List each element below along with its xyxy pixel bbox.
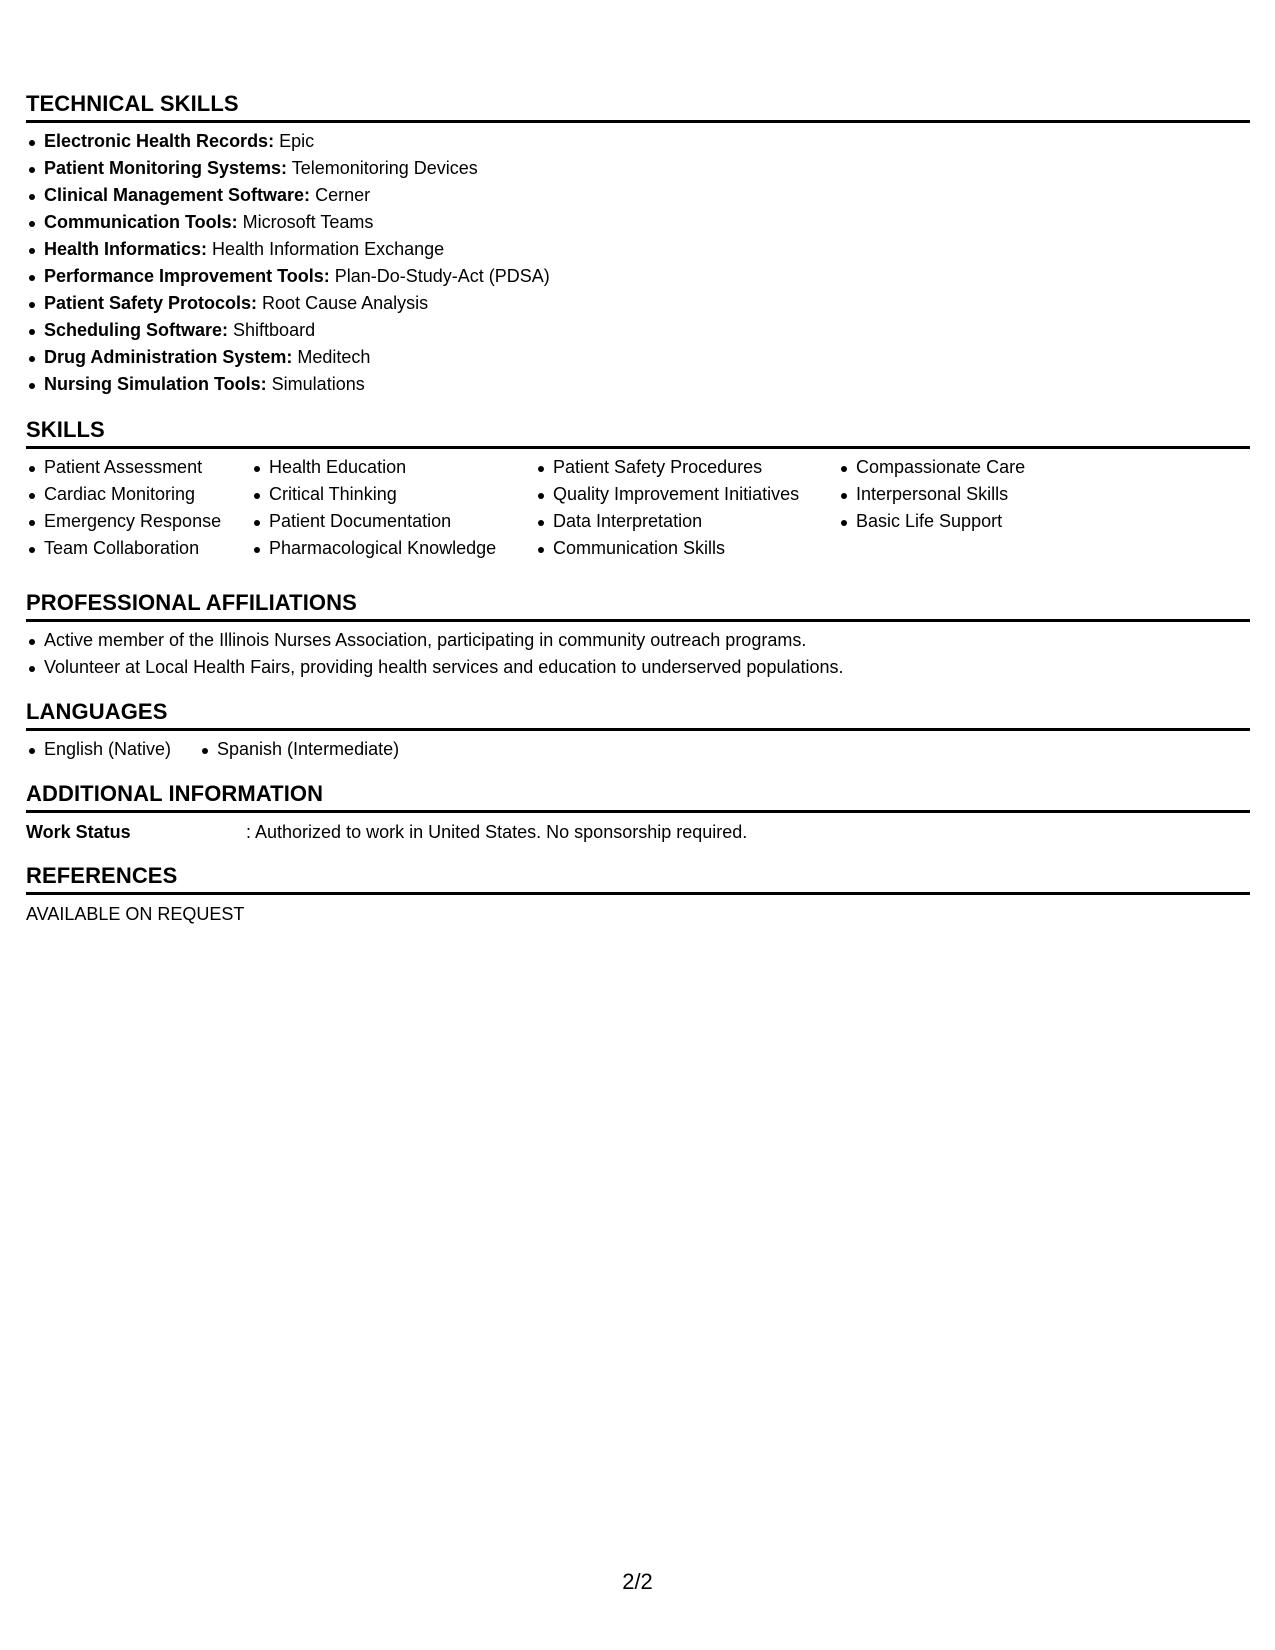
section-title-additional-info: ADDITIONAL INFORMATION	[26, 781, 324, 806]
list-item: Spanish (Intermediate)	[199, 736, 399, 763]
skill-value: Health Information Exchange	[207, 239, 445, 259]
technical-skills-list	[26, 128, 1250, 398]
skill-value: Epic	[274, 131, 315, 151]
section-title-languages: LANGUAGES	[26, 699, 168, 724]
work-status-value: : Authorized to work in United States. No sponsorship required.	[246, 822, 748, 842]
section-title-references: REFERENCES	[26, 863, 178, 888]
skill-label: Communication Tools:	[44, 212, 238, 232]
list-item: Critical Thinking	[251, 481, 496, 508]
skills-column-4	[838, 454, 1025, 535]
skill-value: Shiftboard	[228, 320, 316, 340]
languages-row	[26, 736, 1250, 763]
skills-column-2	[251, 454, 496, 562]
list-item	[26, 317, 1250, 344]
skill-label: Electronic Health Records:	[44, 131, 275, 151]
list-item: Active member of the Illinois Nurses Association, participating in community outreach programs.	[26, 627, 1250, 654]
list-item: Pharmacological Knowledge	[251, 535, 496, 562]
skill-value: Microsoft Teams	[237, 212, 374, 232]
work-status-row	[26, 819, 1250, 846]
skill-label: Nursing Simulation Tools:	[44, 374, 267, 394]
list-item: Interpersonal Skills	[838, 481, 1025, 508]
languages-list-1	[26, 736, 171, 763]
section-divider	[26, 120, 1250, 123]
list-item: Basic Life Support	[838, 508, 1025, 535]
skill-label: Scheduling Software:	[44, 320, 229, 340]
section-title-affiliations: PROFESSIONAL AFFILIATIONS	[26, 590, 357, 615]
section-divider	[26, 728, 1250, 731]
page-number: 2/2	[622, 1569, 653, 1594]
list-item: Team Collaboration	[26, 535, 221, 562]
list-item: Health Education	[251, 454, 496, 481]
list-item	[26, 371, 1250, 398]
list-item	[26, 182, 1250, 209]
technical-skills-section	[26, 91, 1250, 398]
list-item	[26, 263, 1250, 290]
skill-value: Root Cause Analysis	[257, 293, 429, 313]
list-item	[26, 344, 1250, 371]
skill-value: Telemonitoring Devices	[287, 158, 478, 178]
skill-value: Meditech	[292, 347, 371, 367]
skill-value: Cerner	[310, 185, 371, 205]
list-item	[26, 155, 1250, 182]
references-text: AVAILABLE ON REQUEST	[26, 904, 245, 924]
section-divider	[26, 619, 1250, 622]
list-item	[26, 209, 1250, 236]
skills-column-3	[535, 454, 799, 562]
skills-section	[26, 417, 1250, 562]
list-item	[26, 236, 1250, 263]
skill-label: Drug Administration System:	[44, 347, 293, 367]
languages-section	[26, 699, 1250, 763]
list-item: Quality Improvement Initiatives	[535, 481, 799, 508]
list-item	[26, 128, 1250, 155]
languages-list-2	[199, 736, 399, 763]
section-divider	[26, 446, 1250, 449]
list-item: Cardiac Monitoring	[26, 481, 221, 508]
list-item: Compassionate Care	[838, 454, 1025, 481]
skill-value: Simulations	[266, 374, 365, 394]
affiliations-list	[26, 627, 1250, 681]
list-item: English (Native)	[26, 736, 171, 763]
section-title-technical-skills: TECHNICAL SKILLS	[26, 91, 239, 116]
affiliations-section	[26, 590, 1250, 681]
skills-columns	[26, 454, 1250, 562]
list-item: Data Interpretation	[535, 508, 799, 535]
skill-label: Health Informatics:	[44, 239, 208, 259]
list-item: Patient Documentation	[251, 508, 496, 535]
list-item: Volunteer at Local Health Fairs, providing health services and education to underserved populations.	[26, 654, 1250, 681]
skill-label: Patient Safety Protocols:	[44, 293, 258, 313]
skill-label: Performance Improvement Tools:	[44, 266, 330, 286]
list-item: Patient Safety Procedures	[535, 454, 799, 481]
skill-value: Plan-Do-Study-Act (PDSA)	[329, 266, 550, 286]
section-divider	[26, 810, 1250, 813]
work-status-label: Work Status	[26, 822, 131, 842]
list-item: Patient Assessment	[26, 454, 221, 481]
section-divider	[26, 892, 1250, 895]
skill-label: Clinical Management Software:	[44, 185, 311, 205]
additional-info-section	[26, 781, 1250, 846]
section-title-skills: SKILLS	[26, 417, 105, 442]
list-item	[26, 290, 1250, 317]
skills-column-1	[26, 454, 221, 562]
references-section	[26, 863, 1250, 928]
skill-label: Patient Monitoring Systems:	[44, 158, 288, 178]
list-item: Communication Skills	[535, 535, 799, 562]
list-item: Emergency Response	[26, 508, 221, 535]
